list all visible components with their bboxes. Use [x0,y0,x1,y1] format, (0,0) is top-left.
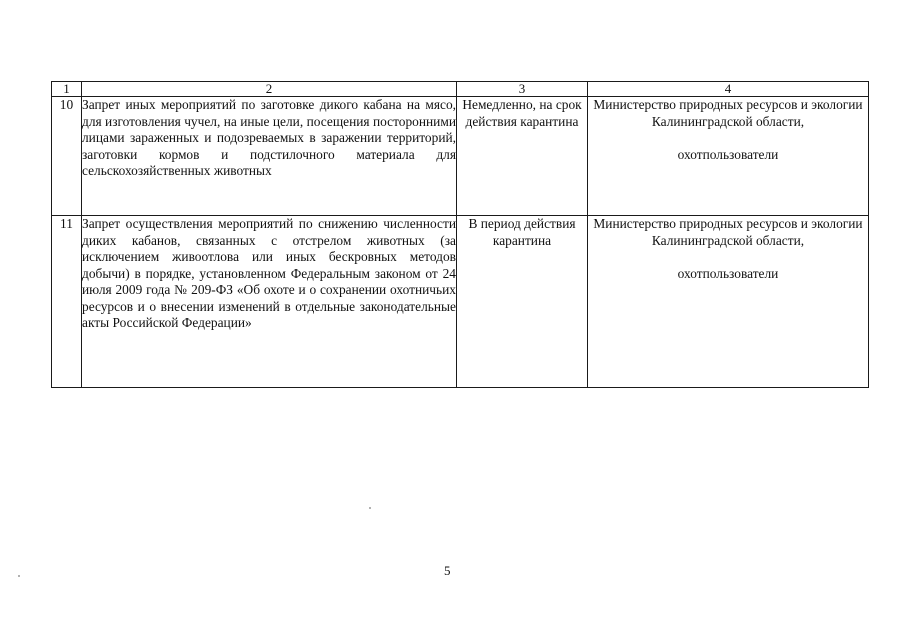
responsible-cell [588,97,869,216]
header-cell-1: 1 [52,82,82,97]
responsible-ministry: Министерство природных ресурсов и экологии Калининградской области, [593,97,863,129]
measure-text: Запрет осуществления мероприятий по снижению численности диких кабанов, связанных с отстрелом животных (за исключением живоотлова или иных бескровных методов добычи) в порядке, установленном Федеральным законом от 24 июля 2009 года № 209-ФЗ «Об охоте и о сохранении охотничьих ресурсов и о внесении изменений в отдельные законодательные акты Российской Федерации» [82,216,457,388]
header-cell-3: 3 [457,82,588,97]
term-text: В период действия карантина [457,216,588,388]
scan-speck [369,507,371,509]
row-number: 11 [52,216,82,388]
responsible-hunters: охотпользователи [677,265,779,281]
table-row [52,97,869,216]
term-text: Немедленно, на срок действия карантина [457,97,588,216]
responsible-hunters: охотпользователи [677,146,779,162]
page-number: 5 [444,563,451,578]
header-cell-2: 2 [82,82,457,97]
responsible-cell [588,216,869,388]
scan-speck [18,575,20,577]
table-header-row [52,82,869,97]
header-cell-4: 4 [588,82,869,97]
measure-text: Запрет иных мероприятий по заготовке дикого кабана на мясо, для изготовления чучел, на иные цели, посещения посторонними лицами зараженных и подозреваемых в заражении территорий, заготовки кормов и подстилочного материала для сельскохозяйственных животных [82,97,457,216]
row-number: 10 [52,97,82,216]
responsible-ministry: Министерство природных ресурсов и экологии Калининградской области, [593,216,863,248]
measures-table [51,81,869,388]
table-row [52,216,869,388]
